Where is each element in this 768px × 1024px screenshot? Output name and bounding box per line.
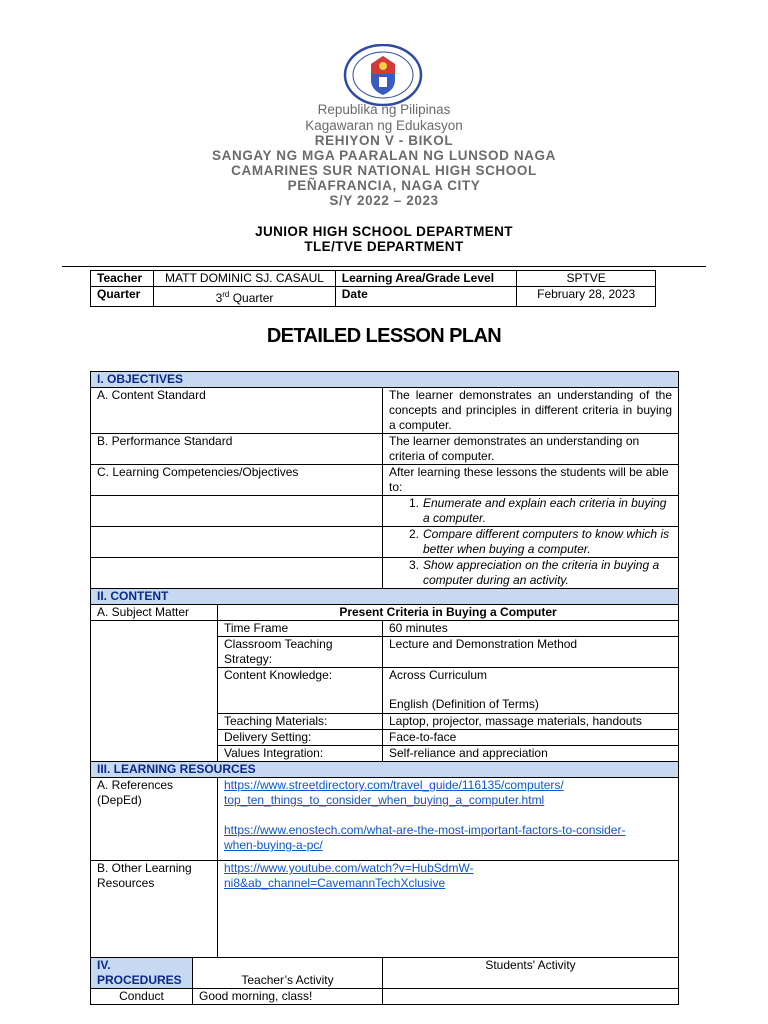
youtube-link[interactable]: https://www.youtube.com/watch?v=HubSdmW- ni8&ab_channel=CavemannTechXclusive <box>224 861 474 890</box>
content-row-label: Values Integration: <box>218 746 383 762</box>
content-standard-label: A. Content Standard <box>91 388 383 434</box>
division-text: SANGAY NG MGA PAARALAN NG LUNSOD NAGA <box>212 148 556 163</box>
quarter-label: Quarter <box>91 287 154 307</box>
content-row-label: Teaching Materials: <box>218 714 383 730</box>
content-row-label: Delivery Setting: <box>218 730 383 746</box>
other-resources-links <box>218 861 679 958</box>
area-label: Learning Area/Grade Level <box>335 271 517 287</box>
quarter-value: 3rd Quarter <box>154 287 336 307</box>
content-row-value: Self-reliance and appreciation <box>383 746 679 762</box>
teacher-activity-text: Good morning, class! <box>193 989 383 1005</box>
school-year-text: S/Y 2022 – 2023 <box>329 193 439 208</box>
content-row-label: Content Knowledge: <box>218 668 383 714</box>
subject-matter-title: Present Criteria in Buying a Computer <box>218 605 679 621</box>
subject-matter-label: A. Subject Matter <box>91 605 218 621</box>
info-table <box>90 270 656 307</box>
content-row-label: Classroom Teaching Strategy: <box>218 637 383 668</box>
objective-item: 3. Show appreciation on the criteria in buying a computer during an activity. <box>383 558 679 589</box>
department-text: Kagawaran ng Edukasyon <box>305 118 463 133</box>
area-value: SPTVE <box>517 271 656 287</box>
performance-standard-label: B. Performance Standard <box>91 434 383 465</box>
reference-link-1[interactable]: https://www.streetdirectory.com/travel_guide/116135/computers/ top_ten_things_to_consider_when_buying_a_computer.html <box>224 778 564 807</box>
school-text: CAMARINES SUR NATIONAL HIGH SCHOOL <box>231 163 537 178</box>
reference-link-2[interactable]: https://www.enostech.com/what-are-the-most-important-factors-to-consider- when-buying-a-pc/ <box>224 823 626 852</box>
procedures-heading: IV. PROCEDURES <box>91 958 193 989</box>
procedure-step-label: Conduct <box>91 989 193 1005</box>
teacher-name: MATT DOMINIC SJ. CASAUL <box>154 271 336 287</box>
content-row-value: Across Curriculum English (Definition of Terms) <box>383 668 679 714</box>
content-heading: II. CONTENT <box>91 589 679 605</box>
content-standard-text: The learner demonstrates an understanding of the concepts and principles in different criteria in buying a computer. <box>383 388 679 434</box>
republic-text: Republika ng Pilipinas <box>317 102 451 117</box>
deped-seal-logo <box>343 44 423 106</box>
other-resources-label: B. Other Learning Resources <box>91 861 218 958</box>
references-label: A. References (DepEd) <box>91 778 218 861</box>
header-rule <box>62 266 706 267</box>
students-activity-header: Students' Activity <box>383 958 679 989</box>
date-value: February 28, 2023 <box>517 287 656 307</box>
content-row-value: 60 minutes <box>383 621 679 637</box>
content-row-value: Face-to-face <box>383 730 679 746</box>
content-row-value: Lecture and Demonstration Method <box>383 637 679 668</box>
teacher-label: Teacher <box>91 271 154 287</box>
address-text: PEÑAFRANCIA, NAGA CITY <box>287 178 481 193</box>
competencies-label: C. Learning Competencies/Objectives <box>91 465 383 496</box>
dept-line-2: TLE/TVE DEPARTMENT <box>304 239 464 254</box>
content-row-value: Laptop, projector, massage materials, handouts <box>383 714 679 730</box>
dept-line-1: JUNIOR HIGH SCHOOL DEPARTMENT <box>255 224 513 239</box>
objectives-heading: I. OBJECTIVES <box>91 372 679 388</box>
references-links <box>218 778 679 861</box>
competencies-intro: After learning these lessons the students will be able to: <box>383 465 679 496</box>
lesson-plan-table <box>90 371 679 1005</box>
objective-item: 2. Compare different computers to know which is better when buying a computer. <box>383 527 679 558</box>
region-text: REHIYON V - BIKOL <box>314 133 454 148</box>
content-row-label: Time Frame <box>218 621 383 637</box>
page-title: DETAILED LESSON PLAN <box>266 325 502 347</box>
objective-item: 1. Enumerate and explain each criteria in buying a computer. <box>383 496 679 527</box>
performance-standard-text: The learner demonstrates an understanding on criteria of computer. <box>383 434 679 465</box>
teacher-activity-header: Teacher’s Activity <box>193 958 383 989</box>
date-label: Date <box>335 287 517 307</box>
resources-heading: III. LEARNING RESOURCES <box>91 762 679 778</box>
